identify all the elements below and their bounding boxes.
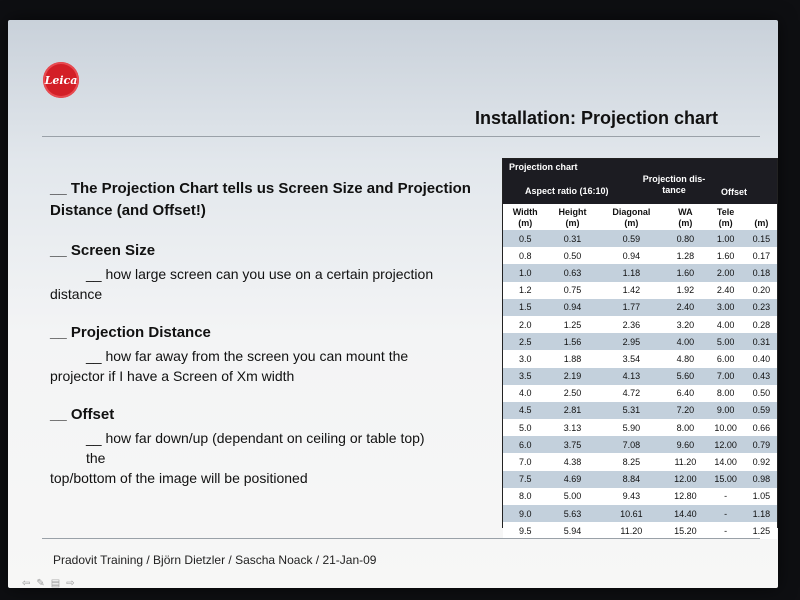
column-header: Width (m) <box>512 207 538 228</box>
table-cell: 2.19 <box>547 368 597 385</box>
table-cell: 12.00 <box>705 436 745 453</box>
table-row <box>503 247 777 264</box>
column-header: Diagonal (m) <box>612 207 651 228</box>
table-cell: 0.17 <box>746 247 777 264</box>
table-cell: 4.00 <box>665 333 705 350</box>
table-cell: 0.94 <box>547 299 597 316</box>
projection-screen <box>8 20 778 588</box>
table-cell: 5.63 <box>547 505 597 522</box>
table-cell: 3.54 <box>597 350 665 367</box>
chart-header <box>503 159 777 204</box>
bullet-heading-offset: __ Offset <box>50 406 115 423</box>
chart-grid <box>503 204 777 539</box>
table-cell: 2.0 <box>503 316 547 333</box>
table-cell: 7.00 <box>705 368 745 385</box>
projection-distance-label-line: tance <box>662 185 686 195</box>
table-row <box>503 385 777 402</box>
table-cell: 6.0 <box>503 436 547 453</box>
table-cell: 3.13 <box>547 419 597 436</box>
table-cell: 3.0 <box>503 350 547 367</box>
table-cell: 1.25 <box>746 522 777 539</box>
table-cell: 1.56 <box>547 333 597 350</box>
table-row <box>503 333 777 350</box>
table-cell: 0.79 <box>746 436 777 453</box>
table-row <box>503 402 777 419</box>
bullet-detail-offset <box>50 428 490 488</box>
table-cell: 0.94 <box>597 247 665 264</box>
table-cell: 4.5 <box>503 402 547 419</box>
table-cell: 1.42 <box>597 282 665 299</box>
table-cell: - <box>705 488 745 505</box>
table-row <box>503 316 777 333</box>
table-cell: 2.5 <box>503 333 547 350</box>
table-cell: 0.5 <box>503 230 547 247</box>
table-cell: 0.43 <box>746 368 777 385</box>
table-cell: 0.50 <box>746 385 777 402</box>
chart-title: Projection chart <box>509 162 578 172</box>
table-cell: 0.75 <box>547 282 597 299</box>
pen-icon[interactable]: ✎ <box>36 578 45 589</box>
table-cell: 1.60 <box>705 247 745 264</box>
table-cell: 4.72 <box>597 385 665 402</box>
table-cell: 1.60 <box>665 264 705 281</box>
table-cell: 14.00 <box>705 453 745 470</box>
table-row <box>503 350 777 367</box>
column-header-row <box>503 204 777 230</box>
column-header: Tele (m) <box>716 207 735 228</box>
bullet-detail-screen-size <box>50 264 490 304</box>
table-row <box>503 453 777 470</box>
table-cell: - <box>705 522 745 539</box>
table-row <box>503 282 777 299</box>
table-cell: 15.20 <box>665 522 705 539</box>
detail-line: projector if I have a Screen of Xm width <box>50 368 295 384</box>
table-cell: 8.84 <box>597 471 665 488</box>
table-cell: 1.18 <box>746 505 777 522</box>
table-cell: 0.31 <box>547 230 597 247</box>
slide-title: Installation: Projection chart <box>474 108 718 128</box>
leica-logo <box>43 62 79 98</box>
projection-distance-label <box>639 174 709 196</box>
table-cell: 8.25 <box>597 453 665 470</box>
table-cell: 4.0 <box>503 385 547 402</box>
table-cell: 12.00 <box>665 471 705 488</box>
table-cell: 7.5 <box>503 471 547 488</box>
detail-line: top/bottom of the image will be positioned <box>50 470 308 486</box>
table-cell: 3.5 <box>503 368 547 385</box>
table-cell: 0.63 <box>547 264 597 281</box>
bullet-detail-projection-distance <box>50 346 490 386</box>
table-cell: 2.50 <box>547 385 597 402</box>
table-cell: 8.00 <box>705 385 745 402</box>
slide-nav-controls <box>22 578 75 589</box>
table-cell: 1.5 <box>503 299 547 316</box>
table-cell: 10.00 <box>705 419 745 436</box>
table-cell: 4.38 <box>547 453 597 470</box>
table-cell: 0.80 <box>665 230 705 247</box>
table-cell: 9.43 <box>597 488 665 505</box>
table-cell: 10.61 <box>597 505 665 522</box>
table-row <box>503 488 777 505</box>
column-header: WA (m) <box>678 207 693 228</box>
table-cell: 5.94 <box>547 522 597 539</box>
table-cell: 5.0 <box>503 419 547 436</box>
table-cell: 5.31 <box>597 402 665 419</box>
table-cell: 2.40 <box>705 282 745 299</box>
projection-chart-table <box>502 158 778 536</box>
table-cell: 0.18 <box>746 264 777 281</box>
detail-line: __ how large screen can you use on a certain projection <box>86 266 434 282</box>
table-row <box>503 264 777 281</box>
table-cell: 0.15 <box>746 230 777 247</box>
table-cell: 0.8 <box>503 247 547 264</box>
table-cell: 5.90 <box>597 419 665 436</box>
table-cell: 4.69 <box>547 471 597 488</box>
table-cell: 0.40 <box>746 350 777 367</box>
table-cell: 9.0 <box>503 505 547 522</box>
column-header: (m) <box>754 218 769 228</box>
table-row <box>503 505 777 522</box>
table-cell: 6.00 <box>705 350 745 367</box>
table-row <box>503 368 777 385</box>
table-cell: 0.59 <box>597 230 665 247</box>
table-cell: 0.59 <box>746 402 777 419</box>
table-cell: 0.92 <box>746 453 777 470</box>
table-cell: 1.0 <box>503 264 547 281</box>
table-cell: 1.25 <box>547 316 597 333</box>
table-cell: 7.20 <box>665 402 705 419</box>
footer-divider <box>42 538 760 539</box>
table-cell: 3.75 <box>547 436 597 453</box>
table-cell: 4.00 <box>705 316 745 333</box>
table-cell: 4.80 <box>665 350 705 367</box>
table-cell: 4.13 <box>597 368 665 385</box>
table-row <box>503 471 777 488</box>
table-cell: 8.00 <box>665 419 705 436</box>
table-cell: 1.05 <box>746 488 777 505</box>
bullet-list <box>50 178 490 488</box>
footer-text: Pradovit Training / Björn Dietzler / Sascha Noack / 21-Jan-09 <box>53 553 377 567</box>
table-row <box>503 230 777 247</box>
column-header: Height (m) <box>558 207 587 228</box>
table-cell: 9.00 <box>705 402 745 419</box>
table-cell: 9.60 <box>665 436 705 453</box>
table-cell: 2.95 <box>597 333 665 350</box>
title-divider <box>42 136 760 137</box>
table-cell: 1.88 <box>547 350 597 367</box>
table-row <box>503 522 777 539</box>
table-cell: 3.20 <box>665 316 705 333</box>
table-cell: 0.66 <box>746 419 777 436</box>
projection-distance-label-line: Projection dis- <box>642 174 706 184</box>
detail-line: distance <box>50 286 103 302</box>
table-cell: 1.18 <box>597 264 665 281</box>
table-row <box>503 299 777 316</box>
table-row <box>503 419 777 436</box>
arrow-right-icon[interactable]: ⇨ <box>66 578 75 589</box>
table-cell: 2.40 <box>665 299 705 316</box>
logo-text: Leica <box>44 73 78 87</box>
table-cell: 2.36 <box>597 316 665 333</box>
main-bullet: __ The Projection Chart tells us Screen Size and Projection Distance (and Offset!) <box>50 180 471 219</box>
table-cell: 11.20 <box>597 522 665 539</box>
bullet-heading-projection-distance: __ Projection Distance <box>50 324 211 341</box>
table-cell: 6.40 <box>665 385 705 402</box>
table-cell: 5.00 <box>705 333 745 350</box>
detail-line: the <box>86 450 106 466</box>
table-cell: 11.20 <box>665 453 705 470</box>
chart-body <box>503 230 777 539</box>
table-cell: 3.00 <box>705 299 745 316</box>
offset-label: Offset <box>720 187 747 197</box>
aspect-ratio-label: Aspect ratio (16:10) <box>525 186 609 196</box>
table-cell: 7.0 <box>503 453 547 470</box>
table-row <box>503 436 777 453</box>
table-cell: 14.40 <box>665 505 705 522</box>
table-cell: 7.08 <box>597 436 665 453</box>
table-cell: 9.5 <box>503 522 547 539</box>
menu-icon[interactable]: ▤ <box>50 578 61 589</box>
arrow-left-icon[interactable]: ⇦ <box>22 578 31 589</box>
table-cell: 1.92 <box>665 282 705 299</box>
table-cell: 0.31 <box>746 333 777 350</box>
table-cell: 0.23 <box>746 299 777 316</box>
table-cell: 1.2 <box>503 282 547 299</box>
table-cell: 12.80 <box>665 488 705 505</box>
table-cell: 0.28 <box>746 316 777 333</box>
table-cell: 5.60 <box>665 368 705 385</box>
table-cell: 1.28 <box>665 247 705 264</box>
table-cell: 0.50 <box>547 247 597 264</box>
table-cell: 0.20 <box>746 282 777 299</box>
table-cell: 0.98 <box>746 471 777 488</box>
detail-line: __ how far down/up (dependant on ceiling or table top) <box>86 430 425 446</box>
bullet-heading-screen-size: __ Screen Size <box>50 242 156 259</box>
table-cell: 2.00 <box>705 264 745 281</box>
table-cell: 1.77 <box>597 299 665 316</box>
table-cell: - <box>705 505 745 522</box>
table-cell: 1.00 <box>705 230 745 247</box>
table-cell: 5.00 <box>547 488 597 505</box>
detail-line: __ how far away from the screen you can mount the <box>86 348 409 364</box>
table-cell: 2.81 <box>547 402 597 419</box>
table-cell: 15.00 <box>705 471 745 488</box>
table-cell: 8.0 <box>503 488 547 505</box>
